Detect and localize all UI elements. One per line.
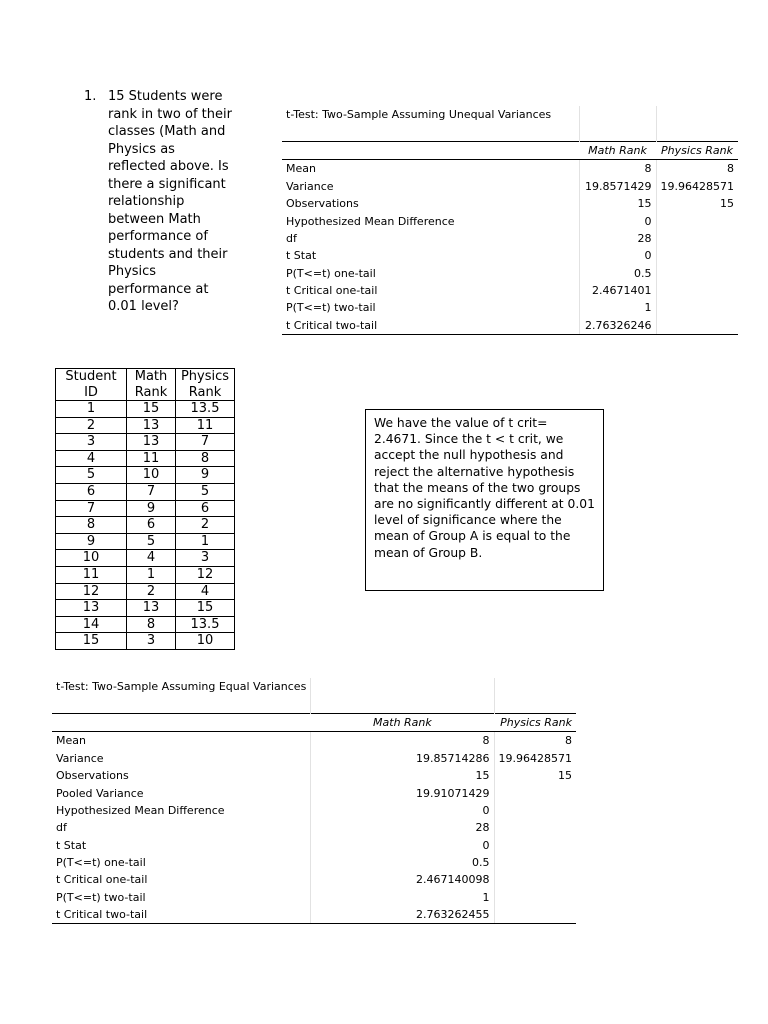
stat-value-physics: 8 [494,732,576,750]
stat-value-math: 0 [579,212,656,229]
stat-label: t Critical one-tail [286,284,378,298]
stat-value-physics [494,802,576,819]
stat-label: Mean [286,162,316,176]
stat-value-math: 0 [311,837,494,854]
stat-value-math: 2.763262455 [311,906,494,924]
stat-label: t Critical one-tail [56,873,148,887]
physics-rank-cell: 15 [176,600,235,617]
math-rank-cell: 1 [127,566,176,583]
stat-row [282,265,738,282]
student-id-cell: 9 [56,533,127,550]
stat-value-math: 2.4671401 [579,282,656,299]
physics-rank-cell: 6 [176,500,235,517]
physics-rank-cell: 8 [176,450,235,467]
stat-value-physics [656,247,738,264]
stat-label: t Stat [286,249,317,263]
math-rank-cell: 13 [127,600,176,617]
question-text: 15 Students were rank in two of their classes (Math and Physics as reflected above. Is there a significant relationship between Math performance of students and their Physics performance at 0.01 level? [108,89,232,314]
stat-value-physics [494,819,576,836]
stat-label: t Stat [56,838,87,852]
stat-row [282,195,738,212]
table-row [56,550,235,567]
student-id-cell: 7 [56,500,127,517]
table-body [52,732,576,924]
table-row [56,616,235,633]
stat-label: Hypothesized Mean Difference [56,803,225,817]
stat-value-physics: 15 [494,767,576,784]
stat-value-math: 1 [579,299,656,316]
stat-value-math: 2.467140098 [311,871,494,888]
stat-row [282,160,738,178]
stat-label: Observations [286,197,359,211]
math-rank-cell: 7 [127,483,176,500]
physics-rank-cell: 13.5 [176,616,235,633]
stat-value-math: 0 [579,247,656,264]
table-body [56,401,235,650]
physics-rank-cell: 10 [176,633,235,650]
stat-row [52,837,576,854]
student-id-cell: 6 [56,483,127,500]
stat-row [52,819,576,836]
student-id-cell: 4 [56,450,127,467]
stat-row [282,212,738,229]
stat-label: df [286,231,297,245]
stat-label: df [56,821,67,835]
math-rank-cell: 5 [127,533,176,550]
stat-value-math: 8 [311,732,494,750]
stat-label: Hypothesized Mean Difference [286,214,455,228]
stat-value-physics [494,906,576,924]
table-row [56,500,235,517]
stat-label: Variance [56,751,104,765]
stat-value-math: 2.76326246 [579,317,656,335]
stat-value-physics [494,837,576,854]
math-rank-cell: 10 [127,467,176,484]
column-header: Math Rank [127,369,176,401]
stat-value-math: 19.85714286 [311,750,494,767]
table-title: t-Test: Two-Sample Assuming Unequal Variances [286,108,552,122]
student-id-cell: 8 [56,517,127,534]
student-id-cell: 3 [56,434,127,451]
stat-row [52,767,576,784]
student-id-cell: 10 [56,550,127,567]
stat-value-math: 19.8571429 [579,178,656,195]
stat-value-math: 0.5 [311,854,494,871]
physics-rank-cell: 5 [176,483,235,500]
stat-value-math: 0.5 [579,265,656,282]
stat-label: t Critical two-tail [282,317,579,335]
stat-value-math: 0 [311,802,494,819]
stat-row [52,802,576,819]
stat-label: Mean [56,734,86,748]
stat-row [282,282,738,299]
stat-value-physics [656,299,738,316]
stat-value-physics [656,265,738,282]
table-row [56,467,235,484]
student-id-cell: 1 [56,401,127,418]
question-number: 1. [84,89,97,104]
stat-label: Variance [286,179,334,193]
column-header: Physics Rank [494,713,576,731]
math-rank-cell: 3 [127,633,176,650]
table-row [56,401,235,418]
physics-rank-cell: 1 [176,533,235,550]
conclusion-box [365,409,604,591]
stat-label: P(T<=t) two-tail [56,890,146,904]
stat-row [282,299,738,316]
math-rank-cell: 9 [127,500,176,517]
stat-row [282,178,738,195]
stat-row [52,889,576,906]
stat-value-physics [494,871,576,888]
table-row [56,583,235,600]
table-body [282,160,738,335]
stat-value-physics [656,212,738,229]
stat-row [52,750,576,767]
student-id-cell: 5 [56,467,127,484]
column-header: Physics Rank [176,369,235,401]
stat-value-physics [494,889,576,906]
stat-row [52,732,576,750]
table-row [56,633,235,650]
conclusion-text: We have the value of t crit= 2.4671. Since the t < t crit, we accept the null hypothesis and reject the alternative hypothesis that the means of the two groups are no significantly different at 0.01 level of significance where the mean of Group A is equal to the mean of Group B. [374,416,595,560]
stat-row [282,230,738,247]
physics-rank-cell: 2 [176,517,235,534]
table-row [56,450,235,467]
stat-value-physics: 15 [656,195,738,212]
stat-label: P(T<=t) one-tail [56,856,146,870]
stat-row [52,906,576,924]
table-row [56,600,235,617]
stat-value-math: 28 [579,230,656,247]
stat-row [52,784,576,801]
stat-row [52,854,576,871]
stat-value-math: 15 [579,195,656,212]
stat-value-math: 8 [579,160,656,178]
physics-rank-cell: 12 [176,566,235,583]
math-rank-cell: 15 [127,401,176,418]
math-rank-cell: 2 [127,583,176,600]
table-title: t-Test: Two-Sample Assuming Equal Variances [56,680,307,694]
stat-value-math: 15 [311,767,494,784]
stat-value-physics [656,317,738,335]
math-rank-cell: 13 [127,434,176,451]
math-rank-cell: 13 [127,417,176,434]
stat-label: P(T<=t) one-tail [286,266,376,280]
stat-row [282,247,738,264]
stat-label: t Critical two-tail [52,906,311,924]
stat-value-physics: 19.96428571 [494,750,576,767]
stat-value-physics [494,784,576,801]
math-rank-cell: 6 [127,517,176,534]
stat-label: Observations [56,769,129,783]
student-id-cell: 15 [56,633,127,650]
stat-value-physics [656,282,738,299]
physics-rank-cell: 11 [176,417,235,434]
stat-value-math: 19.91071429 [311,784,494,801]
stat-row [52,871,576,888]
math-rank-cell: 8 [127,616,176,633]
column-header: Math Rank [579,141,656,159]
stat-value-math: 1 [311,889,494,906]
stat-value-physics [494,854,576,871]
physics-rank-cell: 3 [176,550,235,567]
column-header: Student ID [56,369,127,401]
student-id-cell: 11 [56,566,127,583]
physics-rank-cell: 4 [176,583,235,600]
unequal-variance-ttest-table [282,106,738,335]
math-rank-cell: 4 [127,550,176,567]
physics-rank-cell: 7 [176,434,235,451]
stat-value-physics: 8 [656,160,738,178]
math-rank-cell: 11 [127,450,176,467]
stat-value-math: 28 [311,819,494,836]
student-id-cell: 12 [56,583,127,600]
table-row [56,517,235,534]
table-row [56,533,235,550]
table-row [56,566,235,583]
stat-value-physics: 19.96428571 [656,178,738,195]
student-id-cell: 13 [56,600,127,617]
student-rank-table [55,368,235,650]
table-row [56,417,235,434]
physics-rank-cell: 9 [176,467,235,484]
equal-variance-ttest-table [52,678,576,924]
student-id-cell: 2 [56,417,127,434]
stat-row [282,317,738,335]
column-header: Math Rank [311,713,494,731]
table-row [56,483,235,500]
stat-label: P(T<=t) two-tail [286,301,376,315]
stat-value-physics [656,230,738,247]
student-id-cell: 14 [56,616,127,633]
column-header: Physics Rank [656,141,738,159]
stat-label: Pooled Variance [56,786,144,800]
physics-rank-cell: 13.5 [176,401,235,418]
table-row [56,434,235,451]
